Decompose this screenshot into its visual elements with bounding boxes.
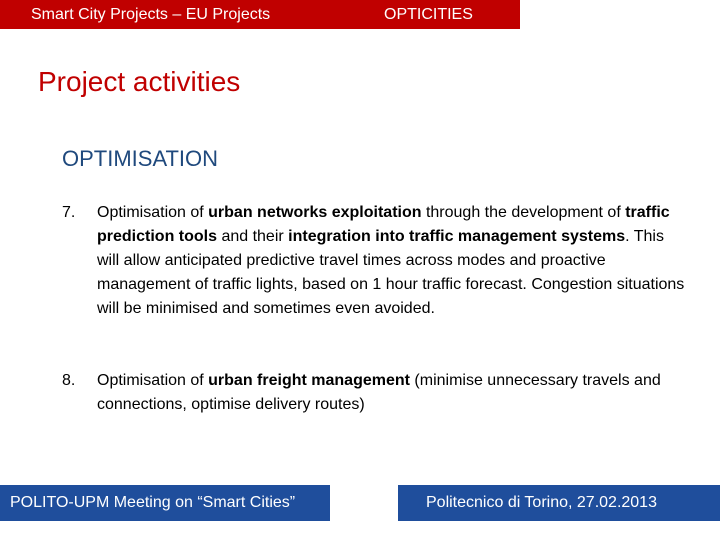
footer-divider [330,485,398,521]
text-segment: Optimisation of [97,372,209,389]
footer-left-text: POLITO-UPM Meeting on “Smart Cities” [10,494,296,511]
text-segment: (minimise unnecessary travels and connections, optimise delivery routes) [97,372,661,413]
item-number: 7. [62,204,76,221]
item-number: 8. [62,372,76,389]
text-segment: . This will allow anticipated predictive travel times across modes and proactive management of traffic lights, based on 1 hour traffic forecast. Congestion situations will be minimised and sometimes even avoided. [97,228,685,317]
text-segment-bold: traffic prediction tools [97,204,670,245]
text-segment-bold: integration into traffic management systems [288,228,626,245]
footer-right-bar [398,485,720,521]
page-title: Project activities [38,66,241,97]
item-text [97,369,687,417]
footer-left-bar [0,485,330,521]
text-segment-bold: urban networks exploitation [208,204,422,221]
header-left-text: Smart City Projects – EU Projects [31,6,271,23]
text-segment: and their [217,228,289,245]
text-segment-bold: urban freight management [208,372,410,389]
footer-right-text: Politecnico di Torino, 27.02.2013 [426,494,657,511]
header-right-text: OPTICITIES [384,6,473,23]
header-bar [0,0,520,29]
text-segment: Optimisation of [97,204,209,221]
text-segment: through the development of [421,204,626,221]
section-title: OPTIMISATION [62,146,219,171]
item-text [97,201,687,321]
